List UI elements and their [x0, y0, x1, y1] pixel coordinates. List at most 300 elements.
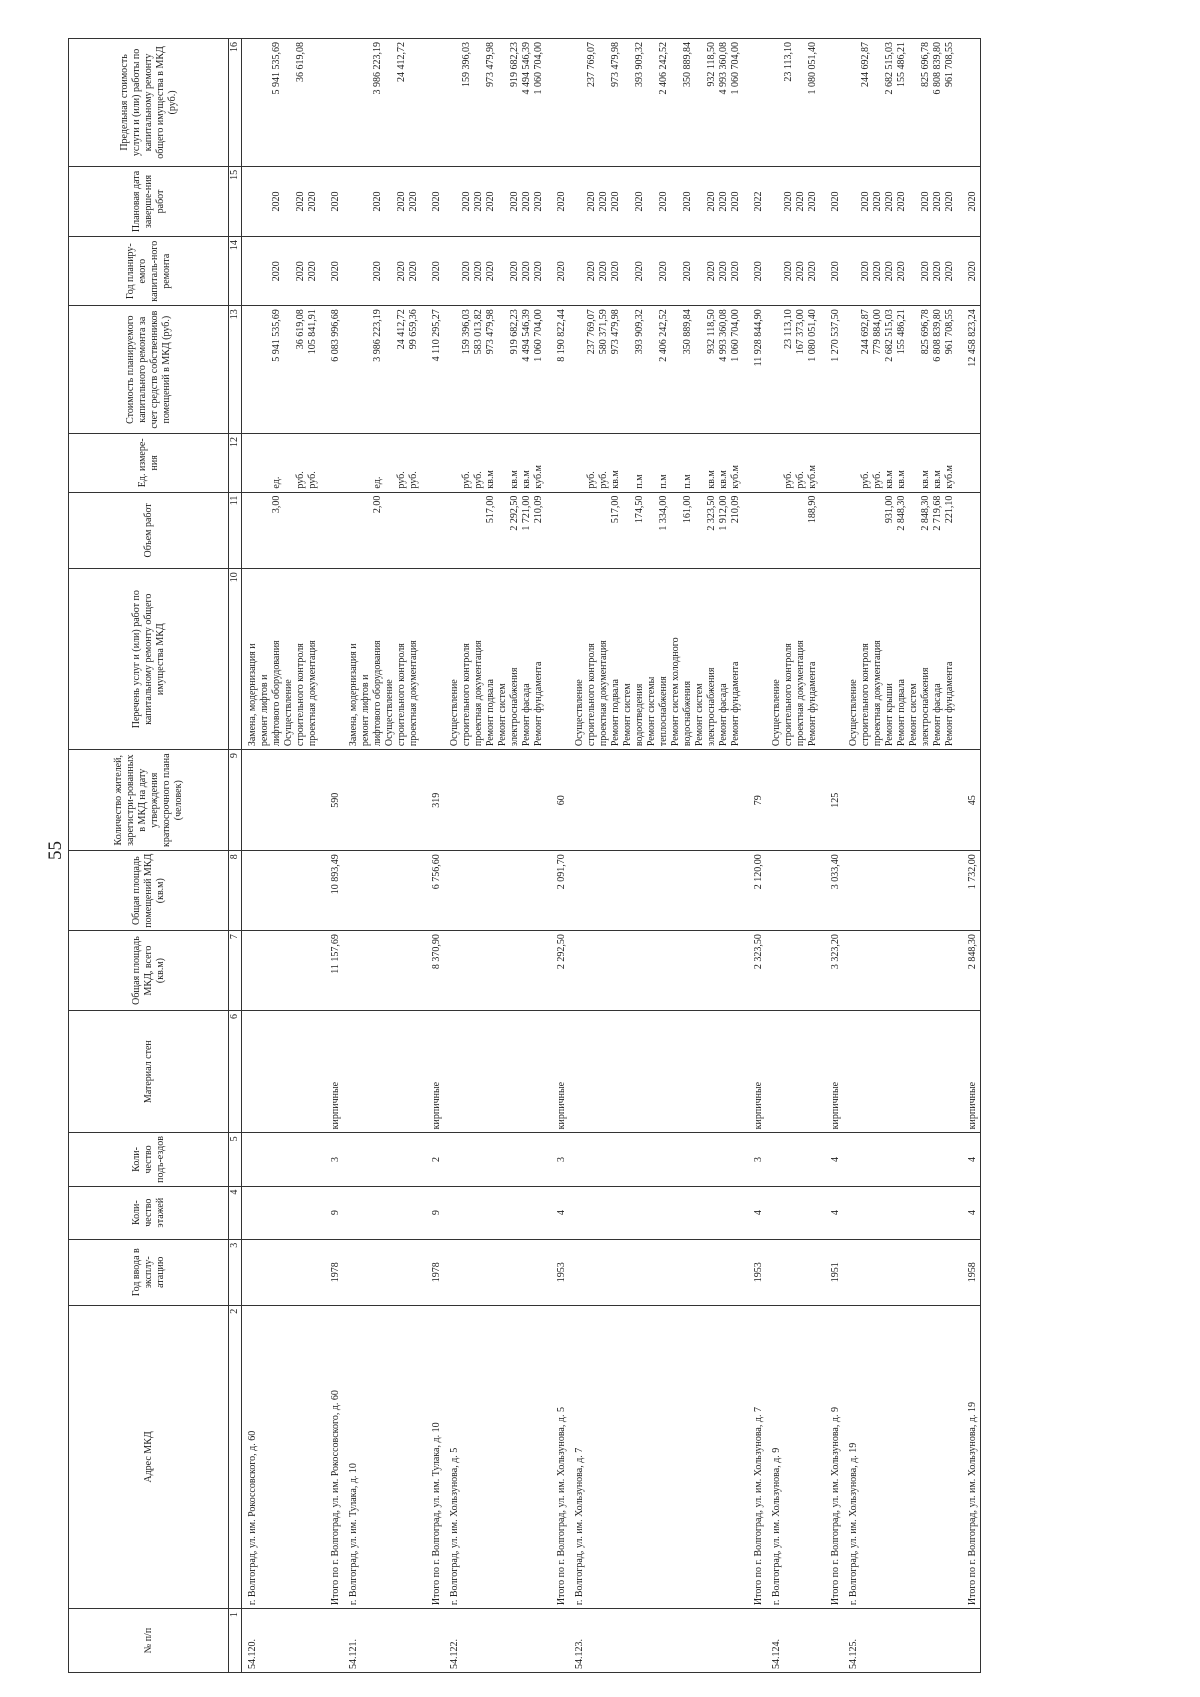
cost-value: 167 373,00 [795, 309, 806, 355]
limit-cost-cell [843, 39, 957, 167]
residents-cell [569, 750, 743, 851]
limit-cost-value: 6 808 839,80 [932, 42, 943, 95]
unit-value: руб. [783, 471, 794, 489]
limit-cost-value [473, 42, 485, 163]
premises-area-cell [242, 851, 321, 931]
work-item-line: Замена, модернизация и [348, 643, 359, 747]
end-date-value: 2020 [485, 191, 496, 212]
residents-cell: 79 [743, 750, 766, 851]
cost-value: 4 494 546,39 [521, 309, 532, 362]
volume-value: 188,90 [807, 495, 818, 524]
residents-cell: 125 [820, 750, 843, 851]
repair-year-value: 2020 [586, 261, 597, 282]
work-item-line: Ремонт фасада [521, 683, 532, 747]
repair-year-cell [843, 237, 957, 306]
header-volume: Объем работ [69, 492, 229, 569]
volume-value [408, 496, 420, 566]
header-unit: Ед. измере-ния [69, 434, 229, 493]
end-date-value: 2020 [461, 191, 472, 212]
year-cell: 1953 [743, 1239, 766, 1305]
work-item-line: проектная документация [473, 640, 484, 747]
address-cell: г. Волгоград, ул. им. Хользунова, д. 5 [444, 1305, 546, 1608]
rotated-page [68, 38, 1200, 1673]
page-number: 55 [45, 841, 66, 860]
unit-value: руб. [408, 471, 419, 489]
row-number-cell [421, 1609, 444, 1673]
volume-value: 517,00 [485, 495, 496, 524]
limit-cost-value: 961 708,55 [944, 42, 955, 87]
volume-cell [546, 492, 569, 569]
entrances-cell: 3 [743, 1133, 766, 1186]
unit-cell [766, 434, 820, 493]
spacer-line [360, 309, 372, 430]
work-item-line: Осуществление [283, 679, 294, 747]
spacer-line [574, 437, 586, 489]
row-number-cell: 54.120. [242, 1609, 321, 1673]
spacer-line [497, 496, 509, 566]
limit-cost-value: 23 113,10 [783, 42, 794, 82]
volume-value [872, 496, 884, 566]
limit-cost-value: 1 060 704,00 [730, 42, 741, 95]
limit-cost-value: 237 769,07 [586, 42, 597, 87]
unit-value: ед. [271, 476, 282, 489]
volume-value: 1 912,00 [718, 495, 729, 531]
repair-year-value: 2020 [872, 261, 883, 282]
work-item-line: Осуществление [848, 679, 859, 747]
volume-value [586, 496, 598, 566]
work-item-line: электроснабжения [706, 667, 717, 747]
table-row [569, 39, 743, 1673]
spacer-line [694, 42, 706, 163]
limit-cost-value: 932 118,50 [706, 42, 717, 87]
work-item-line: строительного контроля [461, 643, 472, 747]
spacer-line [771, 309, 783, 430]
premises-area-cell: 10 893,49 [320, 851, 343, 931]
address-cell: Итого по г. Волгоград, ул. им. Хользунова, д. 5 [546, 1305, 569, 1608]
volume-value [461, 496, 473, 566]
address-cell: Итого по г. Волгоград, ул. им. Хользунова, д. 9 [820, 1305, 843, 1608]
spacer-line [449, 309, 461, 430]
unit-cell [957, 434, 981, 493]
residents-cell [444, 750, 546, 851]
work-item-line: Ремонт подвала [485, 679, 496, 747]
spacer-line [646, 437, 658, 489]
unit-value: руб. [396, 471, 407, 489]
address-cell: Итого по г. Волгоград, ул. им. Рокоссовского, д. 60 [320, 1305, 343, 1608]
end-date-value: 2020 [372, 191, 383, 212]
work-item-line: ремонт лифтов и [360, 674, 371, 747]
spacer-line [771, 240, 783, 302]
column-number: 1 [229, 1609, 242, 1673]
year-cell: 1978 [320, 1239, 343, 1305]
cost-value: 3 986 223,19 [372, 309, 383, 362]
volume-value [860, 496, 872, 566]
repair-year-cell: 2020 [546, 237, 569, 306]
spacer-line [908, 496, 920, 566]
row-number-cell [743, 1609, 766, 1673]
spacer-line [646, 170, 658, 233]
work-item-line: Ремонт систем [908, 683, 919, 747]
header-residents: Количество жителей, зарегистри-рованных в МКД на дату утверждения краткосрочного плана (человек) [69, 750, 229, 851]
header-walls: Материал стен [69, 1010, 229, 1132]
unit-cell [843, 434, 957, 493]
spacer-line [348, 309, 360, 430]
year-cell [843, 1239, 957, 1305]
volume-cell [843, 492, 957, 569]
row-number-cell [820, 1609, 843, 1673]
cost-value: 105 841,91 [307, 309, 318, 355]
repair-year-value: 2020 [533, 261, 544, 282]
spacer-line [283, 496, 295, 566]
column-number: 9 [229, 750, 242, 851]
cost-cell [242, 306, 321, 434]
unit-value: руб. [586, 471, 597, 489]
spacer-line [622, 437, 634, 489]
work-item-line: электроснабжения [509, 667, 520, 747]
volume-value [307, 496, 319, 566]
limit-cost-value [408, 42, 420, 163]
header-limit-cost: Предельная стоимость услуги и (или) работы по капитальному ремонту общего имущества в МКД (руб.) [69, 39, 229, 167]
spacer-line [908, 437, 920, 489]
residents-cell: 590 [320, 750, 343, 851]
spacer-line [574, 170, 586, 233]
volume-value [795, 496, 807, 566]
end-date-value: 2020 [706, 191, 717, 212]
row-number-cell [320, 1609, 343, 1673]
unit-value: кв.м [521, 470, 532, 489]
spacer-line [848, 496, 860, 566]
spacer-line [247, 496, 259, 566]
spacer-line [384, 437, 396, 489]
row-number-cell: 54.124. [766, 1609, 820, 1673]
address-cell: Итого по г. Волгоград, ул. им. Тулака, д. 10 [421, 1305, 444, 1608]
repair-year-value: 2020 [521, 261, 532, 282]
work-item-line: Ремонт системы [646, 676, 657, 747]
repair-year-value: 2020 [598, 261, 609, 282]
spacer-line [449, 42, 461, 163]
end-date-value: 2020 [730, 191, 741, 212]
volume-cell [743, 492, 766, 569]
cost-value: 2 682 515,03 [884, 309, 895, 362]
spacer-line [848, 437, 860, 489]
total-area-cell: 2 323,50 [743, 931, 766, 1011]
spacer-line [449, 437, 461, 489]
walls-cell: кирпичные [957, 1010, 981, 1132]
header-premises-area: Общая площадь помещений МКД (кв.м) [69, 851, 229, 931]
spacer-line [646, 496, 658, 566]
total-area-cell [843, 931, 957, 1011]
repair-year-value: 2020 [860, 261, 871, 282]
column-number: 4 [229, 1186, 242, 1239]
floors-cell: 4 [957, 1186, 981, 1239]
works-cell [957, 569, 981, 750]
spacer-line [384, 240, 396, 302]
spacer-line [384, 42, 396, 163]
year-cell [242, 1239, 321, 1305]
volume-cell [766, 492, 820, 569]
limit-cost-value: 919 682,23 [509, 42, 520, 87]
column-number: 5 [229, 1133, 242, 1186]
work-item-line: строительного контроля [860, 643, 871, 747]
work-item-line: Замена, модернизация и [247, 643, 258, 747]
repair-year-cell [569, 237, 743, 306]
total-area-cell [569, 931, 743, 1011]
volume-value: 210,09 [730, 495, 741, 524]
works-cell [843, 569, 957, 750]
spacer-line [283, 42, 295, 163]
address-cell: Итого по г. Волгоград, ул. им. Хользунова, д. 7 [743, 1305, 766, 1608]
volume-cell [242, 492, 321, 569]
end-date-cell: 2022 [743, 166, 766, 236]
cost-value: 779 884,00 [872, 309, 883, 355]
cost-value: 393 909,32 [634, 309, 645, 355]
limit-cost-value: 3 986 223,19 [372, 42, 383, 95]
volume-value: 210,09 [533, 495, 544, 524]
repair-year-value: 2020 [461, 261, 472, 282]
volume-cell [421, 492, 444, 569]
total-cost-cell: 12 458 823,24 [957, 306, 981, 434]
total-area-cell [242, 931, 321, 1011]
work-item-line: Ремонт крыши [884, 683, 895, 747]
total-cost-cell: 6 083 996,68 [320, 306, 343, 434]
unit-cell [743, 434, 766, 493]
cost-value: 961 708,55 [944, 309, 955, 355]
total-area-cell [444, 931, 546, 1011]
work-item-line: проектная документация [598, 640, 609, 747]
volume-value: 931,00 [884, 495, 895, 524]
spacer-line [360, 437, 372, 489]
end-date-value: 2020 [682, 191, 693, 212]
spacer-line [348, 42, 360, 163]
repair-year-cell [444, 237, 546, 306]
repair-year-cell [242, 237, 321, 306]
end-date-value: 2020 [718, 191, 729, 212]
repair-year-value: 2020 [795, 261, 806, 282]
spacer-line [259, 240, 271, 302]
repair-year-value: 2020 [718, 261, 729, 282]
entrances-cell: 3 [546, 1133, 569, 1186]
cost-value: 23 113,10 [783, 309, 794, 349]
unit-value: руб. [295, 471, 306, 489]
spacer-line [848, 170, 860, 233]
cost-cell [766, 306, 820, 434]
cost-cell [343, 306, 421, 434]
work-item-line: строительного контроля [396, 643, 407, 747]
limit-cost-value: 393 909,32 [634, 42, 645, 87]
entrances-cell: 4 [957, 1133, 981, 1186]
volume-value [783, 496, 795, 566]
volume-cell [444, 492, 546, 569]
walls-cell: кирпичные [743, 1010, 766, 1132]
column-number: 8 [229, 851, 242, 931]
repair-year-value: 2020 [706, 261, 717, 282]
work-item-line: строительного контроля [295, 643, 306, 747]
column-number: 7 [229, 931, 242, 1011]
spacer-line [694, 496, 706, 566]
spacer-line [283, 240, 295, 302]
header-address: Адрес МКД [69, 1305, 229, 1608]
cost-value: 99 659,36 [408, 309, 419, 350]
repair-year-value: 2020 [634, 261, 645, 282]
total-area-cell: 2 848,30 [957, 931, 981, 1011]
spacer-line [622, 496, 634, 566]
spacer-line [348, 437, 360, 489]
limit-cost-value: 155 486,21 [896, 42, 907, 87]
cost-value: 973 479,98 [610, 309, 621, 355]
year-cell: 1978 [421, 1239, 444, 1305]
table-row [242, 39, 321, 1673]
premises-area-cell: 2 120,00 [743, 851, 766, 931]
spacer-line [449, 496, 461, 566]
limit-cost-value: 825 696,78 [920, 42, 931, 87]
spacer-line [449, 170, 461, 233]
total-cost-cell: 11 928 844,90 [743, 306, 766, 434]
spacer-line [360, 496, 372, 566]
unit-cell [242, 434, 321, 493]
floors-cell [242, 1186, 321, 1239]
cost-value: 973 479,98 [485, 309, 496, 355]
spacer-line [497, 42, 509, 163]
column-number: 12 [229, 434, 242, 493]
header-cost: Стоимость планируемого капитального ремонта за счет средств собственников помещений в МКД (руб.) [69, 306, 229, 434]
spacer-line [622, 309, 634, 430]
floors-cell: 4 [743, 1186, 766, 1239]
limit-cost-cell [320, 39, 343, 167]
work-item-line: Ремонт фундамента [533, 661, 544, 747]
spacer-line [497, 309, 509, 430]
spacer-line [449, 240, 461, 302]
unit-value: руб. [598, 471, 609, 489]
limit-cost-cell [444, 39, 546, 167]
limit-cost-value: 1 060 704,00 [533, 42, 544, 95]
repair-year-value: 2020 [658, 261, 669, 282]
total-row [546, 39, 569, 1673]
spacer-line [848, 240, 860, 302]
volume-cell [569, 492, 743, 569]
repair-year-value: 2020 [932, 261, 943, 282]
limit-cost-value [872, 42, 884, 163]
year-cell [343, 1239, 421, 1305]
work-item-line: Ремонт фундамента [730, 661, 741, 747]
unit-value: руб. [872, 471, 883, 489]
volume-value [295, 496, 307, 566]
cost-value: 350 889,84 [682, 309, 693, 355]
end-date-value: 2020 [783, 191, 794, 212]
repair-year-value: 2020 [307, 261, 318, 282]
spacer-line [848, 309, 860, 430]
spacer-line [360, 170, 372, 233]
spacer-line [771, 170, 783, 233]
spacer-line [646, 42, 658, 163]
end-date-value: 2020 [295, 191, 306, 212]
unit-value: п.м [658, 474, 669, 489]
end-date-cell: 2020 [546, 166, 569, 236]
column-number: 13 [229, 306, 242, 434]
spacer-line [259, 496, 271, 566]
end-date-value: 2020 [307, 191, 318, 212]
entrances-cell [766, 1133, 820, 1186]
column-number: 11 [229, 492, 242, 569]
volume-value: 1 721,00 [521, 495, 532, 531]
repair-year-value: 2020 [485, 261, 496, 282]
total-area-cell: 3 323,20 [820, 931, 843, 1011]
year-cell [569, 1239, 743, 1305]
column-number-row [229, 39, 242, 1673]
work-item-line: Осуществление [384, 679, 395, 747]
work-item-line: Осуществление [771, 679, 782, 747]
volume-cell [343, 492, 421, 569]
end-date-value: 2020 [795, 191, 806, 212]
header-repair-year: Год планиру-емого капиталь-ного ремонта [69, 237, 229, 306]
works-cell [766, 569, 820, 750]
spacer-line [283, 437, 295, 489]
cost-cell [569, 306, 743, 434]
spacer-line [574, 496, 586, 566]
limit-cost-value: 5 941 535,69 [271, 42, 282, 95]
volume-value: 2 848,30 [920, 495, 931, 531]
volume-value [598, 496, 610, 566]
limit-cost-cell [546, 39, 569, 167]
volume-value: 2 719,68 [932, 495, 943, 531]
works-cell [569, 569, 743, 750]
header-no: № п/п [69, 1609, 229, 1673]
volume-value: 2 292,50 [509, 495, 520, 531]
unit-value: кв.м [718, 470, 729, 489]
repair-year-value: 2020 [896, 261, 907, 282]
premises-area-cell: 3 033,40 [820, 851, 843, 931]
cost-value: 583 013,82 [473, 309, 484, 355]
volume-cell [820, 492, 843, 569]
unit-value: ед. [372, 476, 383, 489]
address-cell: г. Волгоград, ул. им. Хользунова, д. 9 [766, 1305, 820, 1608]
floors-cell: 9 [320, 1186, 343, 1239]
address-cell: г. Волгоград, ул. им. Тулака, д. 10 [343, 1305, 421, 1608]
repair-year-cell: 2020 [957, 237, 981, 306]
volume-value [396, 496, 408, 566]
walls-cell [343, 1010, 421, 1132]
cost-value: 5 941 535,69 [271, 309, 282, 362]
end-date-value: 2020 [473, 191, 484, 212]
unit-value: п.м [634, 474, 645, 489]
address-cell: г. Волгоград, ул. им. Рокоссовского, д. 60 [242, 1305, 321, 1608]
spacer-line [646, 240, 658, 302]
end-date-cell: 2020 [320, 166, 343, 236]
row-number-cell: 54.123. [569, 1609, 743, 1673]
work-item-line: электроснабжения [920, 667, 931, 747]
repair-year-value: 2020 [408, 261, 419, 282]
column-number: 10 [229, 569, 242, 750]
spacer-line [384, 170, 396, 233]
limit-cost-value [795, 42, 807, 163]
total-row [320, 39, 343, 1673]
total-area-cell: 11 157,69 [320, 931, 343, 1011]
volume-value: 2 323,50 [706, 495, 717, 531]
floors-cell [843, 1186, 957, 1239]
premises-area-cell [843, 851, 957, 931]
premises-area-cell: 1 732,00 [957, 851, 981, 931]
works-cell [820, 569, 843, 750]
repair-year-cell: 2020 [820, 237, 843, 306]
spacer-line [348, 496, 360, 566]
unit-value: куб.м [807, 465, 818, 489]
spacer-line [694, 240, 706, 302]
end-date-value: 2020 [872, 191, 883, 212]
work-item-line: Ремонт фундамента [944, 661, 955, 747]
column-number: 2 [229, 1305, 242, 1608]
entrances-cell: 2 [421, 1133, 444, 1186]
cost-value: 244 692,87 [860, 309, 871, 355]
entrances-cell [569, 1133, 743, 1186]
